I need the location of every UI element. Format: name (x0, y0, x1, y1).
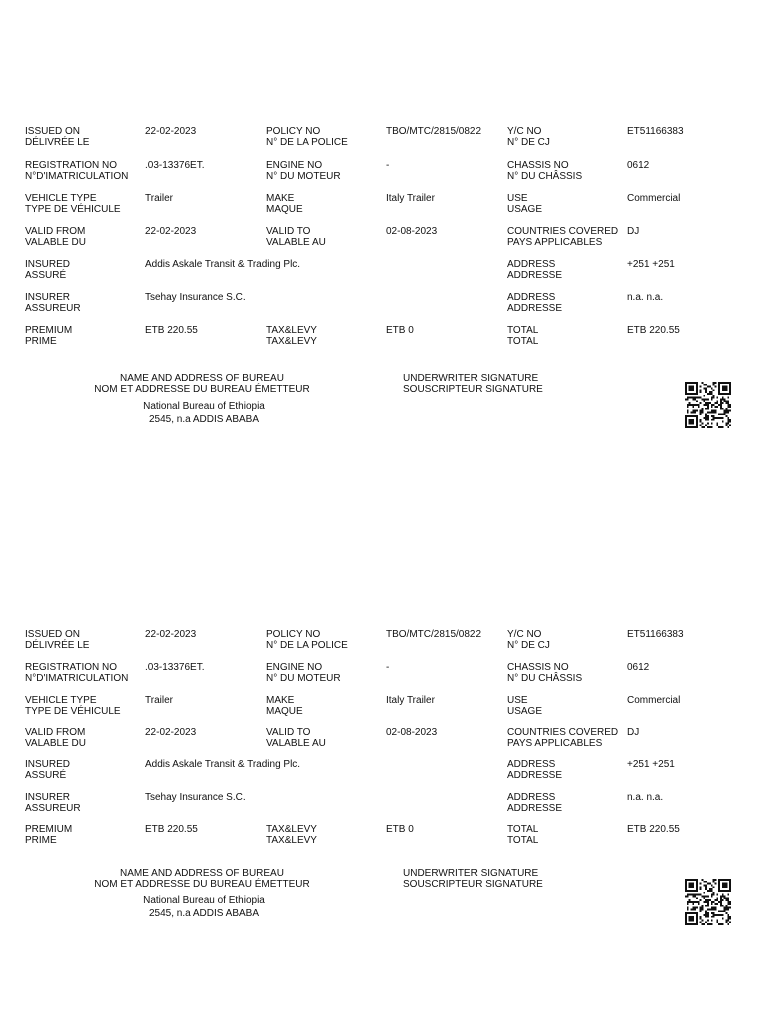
total-label (507, 824, 538, 846)
label-fr: PRIME (25, 336, 57, 347)
label-fr: N° DU MOTEUR (266, 171, 341, 182)
chassis-no-label (507, 662, 582, 684)
label-fr: TOTAL (507, 835, 539, 846)
underwriter-signature (403, 373, 543, 395)
label-fr: MAQUE (266, 706, 303, 717)
label-fr: MAQUE (266, 204, 303, 215)
premium-label (25, 824, 72, 846)
valid-to-label (266, 727, 326, 749)
insurance-certificate (0, 126, 768, 446)
insured-value: Addis Askale Transit & Trading Plc. (145, 759, 301, 770)
label-fr: N° DU CHÂSSIS (507, 171, 583, 182)
label-en: POLICY NO (266, 629, 321, 640)
qr-code-icon (684, 382, 732, 428)
label-en: ADDRESS (507, 259, 556, 270)
issued-on-value: 22-02-2023 (145, 629, 197, 640)
yc-no-label (507, 629, 550, 651)
label-en: VALID TO (266, 226, 311, 237)
label-en: VALID TO (266, 727, 311, 738)
label-fr: N° DE CJ (507, 640, 550, 651)
bureau-heading-fr: NOM ET ADDRESSE DU BUREAU ÉMETTEUR (94, 384, 310, 395)
label-en: TAX&LEVY (266, 325, 317, 336)
label-fr: VALABLE AU (266, 237, 326, 248)
insured-label (25, 259, 70, 281)
tax-levy-label (266, 325, 317, 347)
bureau-heading-fr: NOM ET ADDRESSE DU BUREAU ÉMETTEUR (94, 879, 310, 890)
chassis-no-label (507, 160, 582, 182)
insurer-address-value: n.a. n.a. (627, 292, 664, 303)
make-value: Italy Trailer (386, 695, 435, 706)
label-en: REGISTRATION NO (25, 662, 118, 673)
insured-address-label (507, 759, 562, 781)
insured-address-value: +251 +251 (627, 259, 675, 270)
engine-no-value: - (386, 662, 390, 673)
label-fr: PRIME (25, 835, 57, 846)
policy-no-label (266, 126, 348, 148)
signature-label-fr: SOUSCRIPTEUR SIGNATURE (403, 384, 543, 395)
label-fr: N° DU MOTEUR (266, 673, 341, 684)
label-en: CHASSIS NO (507, 160, 569, 171)
valid-to-value: 02-08-2023 (386, 226, 438, 237)
label-fr: ASSUREUR (25, 803, 81, 814)
tax-levy-value: ETB 0 (386, 824, 414, 835)
insurer-value: Tsehay Insurance S.C. (145, 792, 246, 803)
label-en: INSURED (25, 259, 71, 270)
insurer-label (25, 792, 81, 814)
label-fr: TOTAL (507, 336, 539, 347)
bureau-name: National Bureau of Ethiopia (143, 895, 265, 906)
label-en: INSURED (25, 759, 71, 770)
label-fr: ADDRESSE (507, 803, 563, 814)
label-fr: ADDRESSE (507, 303, 563, 314)
issued-on-label (25, 126, 89, 148)
label-en: CHASSIS NO (507, 662, 569, 673)
label-fr: TYPE DE VÉHICULE (25, 204, 121, 215)
vehicle-type-value: Trailer (145, 193, 173, 204)
label-fr: ADDRESSE (507, 770, 563, 781)
label-fr: PAYS APPLICABLES (507, 738, 603, 749)
registration-no-value: .03-13376ET. (145, 160, 205, 171)
label-en: TOTAL (507, 325, 539, 336)
label-fr: N°D'IMATRICULATION (25, 673, 129, 684)
premium-value: ETB 220.55 (145, 325, 198, 336)
vehicle-type-label (25, 193, 121, 215)
valid-to-value: 02-08-2023 (386, 727, 438, 738)
engine-no-label (266, 662, 341, 684)
engine-no-value: - (386, 160, 390, 171)
label-en: TAX&LEVY (266, 824, 317, 835)
bureau-heading (82, 373, 322, 395)
premium-value: ETB 220.55 (145, 824, 198, 835)
label-en: POLICY NO (266, 126, 321, 137)
label-en: PREMIUM (25, 824, 73, 835)
label-fr: USAGE (507, 204, 543, 215)
label-en: MAKE (266, 695, 295, 706)
issued-on-label (25, 629, 89, 651)
label-en: ENGINE NO (266, 662, 323, 673)
policy-no-value: TBO/MTC/2815/0822 (386, 126, 482, 137)
valid-from-label (25, 226, 86, 248)
registration-no-label (25, 160, 128, 182)
countries-covered-value: DJ (627, 226, 640, 237)
label-fr: USAGE (507, 706, 543, 717)
insured-address-value: +251 +251 (627, 759, 675, 770)
bureau-info (94, 401, 314, 426)
signature-label-en: UNDERWRITER SIGNATURE (403, 373, 539, 384)
total-value: ETB 220.55 (627, 325, 680, 336)
vehicle-type-label (25, 695, 121, 717)
label-en: INSURER (25, 292, 71, 303)
insurer-value: Tsehay Insurance S.C. (145, 292, 246, 303)
tax-levy-label (266, 824, 317, 846)
bureau-heading-en: NAME AND ADDRESS OF BUREAU (120, 373, 284, 384)
label-fr: VALABLE DU (25, 237, 86, 248)
label-fr: TYPE DE VÉHICULE (25, 706, 121, 717)
label-fr: TAX&LEVY (266, 835, 317, 846)
use-label (507, 193, 542, 215)
label-fr: N° DE CJ (507, 137, 550, 148)
tax-levy-value: ETB 0 (386, 325, 414, 336)
label-fr: ASSUREUR (25, 303, 81, 314)
bureau-address: 2545, n.a ADDIS ABABA (148, 413, 260, 425)
countries-covered-value: DJ (627, 727, 640, 738)
label-en: VEHICLE TYPE (25, 193, 97, 204)
label-fr: N° DE LA POLICE (266, 640, 348, 651)
bureau-address: 2545, n.a ADDIS ABABA (148, 907, 260, 919)
label-fr: N°D'IMATRICULATION (25, 171, 129, 182)
issued-on-value: 22-02-2023 (145, 126, 197, 137)
insurer-address-value: n.a. n.a. (627, 792, 664, 803)
label-en: ENGINE NO (266, 160, 323, 171)
chassis-no-value: 0612 (627, 662, 650, 673)
label-fr: ASSURÉ (25, 270, 67, 281)
label-en: INSURER (25, 792, 71, 803)
yc-no-label (507, 126, 550, 148)
yc-no-value: ET51166383 (627, 126, 684, 137)
chassis-no-value: 0612 (627, 160, 650, 171)
bureau-info (94, 895, 314, 920)
label-fr: ADDRESSE (507, 270, 563, 281)
label-en: REGISTRATION NO (25, 160, 118, 171)
insurer-address-label (507, 792, 562, 814)
label-fr: N° DU CHÂSSIS (507, 673, 583, 684)
policy-no-value: TBO/MTC/2815/0822 (386, 629, 482, 640)
label-fr: VALABLE AU (266, 738, 326, 749)
bureau-heading-en: NAME AND ADDRESS OF BUREAU (120, 868, 284, 879)
label-en: VALID FROM (25, 226, 86, 237)
label-en: COUNTRIES COVERED (507, 226, 619, 237)
label-en: TOTAL (507, 824, 539, 835)
qr-code-icon (684, 879, 732, 925)
vehicle-type-value: Trailer (145, 695, 173, 706)
label-en: ADDRESS (507, 759, 556, 770)
label-en: USE (507, 695, 528, 706)
insurance-certificate (0, 629, 768, 949)
valid-from-value: 22-02-2023 (145, 727, 197, 738)
total-value: ETB 220.55 (627, 824, 680, 835)
use-value: Commercial (627, 695, 681, 706)
label-en: VEHICLE TYPE (25, 695, 97, 706)
bureau-heading (82, 868, 322, 890)
countries-covered-label (507, 727, 618, 749)
engine-no-label (266, 160, 341, 182)
insured-value: Addis Askale Transit & Trading Plc. (145, 259, 301, 270)
label-fr: ASSURÉ (25, 770, 67, 781)
valid-from-label (25, 727, 86, 749)
valid-from-value: 22-02-2023 (145, 226, 197, 237)
label-en: Y/C NO (507, 629, 542, 640)
make-label (266, 193, 303, 215)
label-en: ADDRESS (507, 292, 556, 303)
label-fr: DÉLIVRÉE LE (25, 137, 90, 148)
insured-address-label (507, 259, 562, 281)
premium-label (25, 325, 72, 347)
make-label (266, 695, 303, 717)
label-en: PREMIUM (25, 325, 73, 336)
underwriter-signature (403, 868, 543, 890)
registration-no-value: .03-13376ET. (145, 662, 205, 673)
label-fr: PAYS APPLICABLES (507, 237, 603, 248)
insurer-address-label (507, 292, 562, 314)
use-value: Commercial (627, 193, 681, 204)
label-en: VALID FROM (25, 727, 86, 738)
label-en: COUNTRIES COVERED (507, 727, 619, 738)
insurer-label (25, 292, 81, 314)
use-label (507, 695, 542, 717)
insured-label (25, 759, 70, 781)
label-en: Y/C NO (507, 126, 542, 137)
make-value: Italy Trailer (386, 193, 435, 204)
label-en: MAKE (266, 193, 295, 204)
label-en: USE (507, 193, 528, 204)
registration-no-label (25, 662, 128, 684)
policy-no-label (266, 629, 348, 651)
label-fr: DÉLIVRÉE LE (25, 640, 90, 651)
label-en: ADDRESS (507, 792, 556, 803)
yc-no-value: ET51166383 (627, 629, 684, 640)
label-fr: VALABLE DU (25, 738, 86, 749)
label-fr: TAX&LEVY (266, 336, 317, 347)
bureau-name: National Bureau of Ethiopia (143, 401, 265, 412)
total-label (507, 325, 538, 347)
label-en: ISSUED ON (25, 126, 81, 137)
valid-to-label (266, 226, 326, 248)
countries-covered-label (507, 226, 618, 248)
label-fr: N° DE LA POLICE (266, 137, 348, 148)
signature-label-fr: SOUSCRIPTEUR SIGNATURE (403, 879, 543, 890)
signature-label-en: UNDERWRITER SIGNATURE (403, 868, 539, 879)
label-en: ISSUED ON (25, 629, 81, 640)
